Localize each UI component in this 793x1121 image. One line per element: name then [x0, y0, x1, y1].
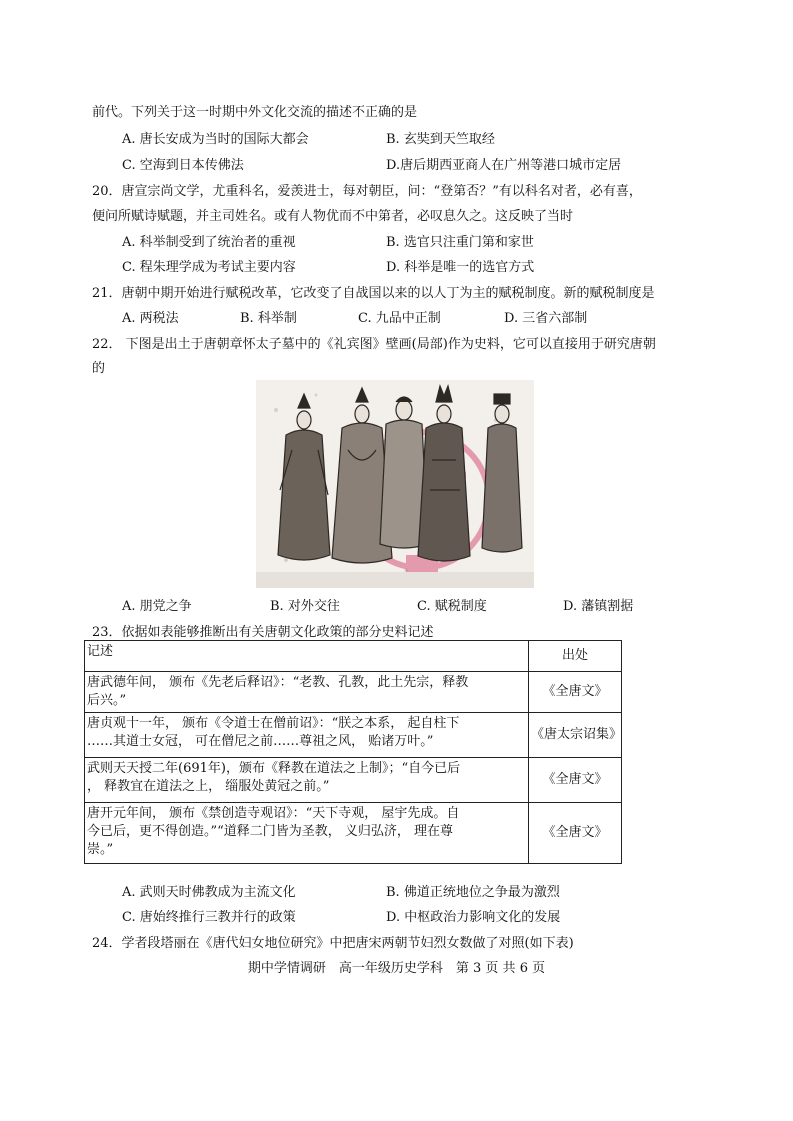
- question-23-stem: 23．依据如表能够推断出有关唐朝文化政策的部分史料记述: [92, 625, 434, 640]
- q21-option-d[interactable]: D. 三省六部制: [504, 311, 588, 326]
- question-24-stem: 24．学者段塔丽在《唐代妇女地位研究》中把唐宋两朝节妇烈女数做了对照(如下表): [92, 936, 574, 951]
- q23-option-a[interactable]: A. 武则天时佛教成为主流文化: [122, 885, 296, 900]
- question-21-stem: 21．唐朝中期开始进行赋税改革，它改变了自战国以来的以人丁为主的赋税制度。新的赋税制度是: [92, 286, 655, 301]
- table-row: [85, 758, 622, 803]
- table-row: [85, 672, 622, 713]
- header-source: 出处: [529, 641, 622, 672]
- source-cell: 《全唐文》: [529, 758, 622, 803]
- mural-illustration: [256, 380, 534, 588]
- q20-option-d[interactable]: D. 科举是唯一的选官方式: [386, 260, 535, 275]
- record-line: 武则天天授二年(691年)，颁布《释教在道法之上制》；“自今已后: [87, 761, 461, 776]
- q21-option-c[interactable]: C. 九品中正制: [358, 311, 441, 326]
- q22-option-b[interactable]: B. 对外交往: [270, 599, 340, 614]
- source-cell: 《全唐文》: [529, 672, 622, 713]
- record-line: 唐贞观十一年， 颁布《令道士在僧前诏》：“朕之本系， 起自柱下: [87, 716, 460, 731]
- record-cell: [85, 713, 529, 758]
- source-cell: 《唐太宗诏集》: [529, 713, 622, 758]
- q20-option-a[interactable]: A. 科举制受到了统治者的重视: [122, 235, 296, 250]
- record-cell: [85, 758, 529, 803]
- q19-option-c[interactable]: C. 空海到日本传佛法: [122, 158, 244, 173]
- table-row: [85, 803, 622, 864]
- source-cell: 《全唐文》: [529, 803, 622, 864]
- q23-option-c[interactable]: C. 唐始终推行三教并行的政策: [122, 910, 296, 925]
- record-cell: [85, 672, 529, 713]
- record-line: ， 释教宜在道法之上， 缁服处黄冠之前。”: [87, 779, 330, 794]
- ceremony-mural-figure: [256, 380, 534, 588]
- q20-option-b[interactable]: B. 选官只注重门第和家世: [386, 235, 534, 250]
- q21-option-a[interactable]: A. 两税法: [122, 311, 179, 326]
- q19-option-b[interactable]: B. 玄奘到天竺取经: [386, 132, 495, 147]
- question-19-stem-tail: 前代。下列关于这一时期中外文化交流的描述不正确的是: [92, 105, 418, 120]
- record-line: 崇。”: [87, 842, 114, 857]
- question-20-stem: 20．唐宣宗尚文学，尤重科名，爱羡进士，每对朝臣，问：“登第否？”有以科名对者，必有喜，: [92, 184, 642, 199]
- q19-option-a[interactable]: A. 唐长安成为当时的国际大都会: [122, 132, 309, 147]
- record-line: 今已后，更不得创造。”“道释二门皆为圣教， 义归弘济， 理在尊: [87, 824, 454, 839]
- q22-option-c[interactable]: C. 赋税制度: [417, 599, 487, 614]
- q23-option-d[interactable]: D. 中枢政治力影响文化的发展: [386, 910, 561, 925]
- source-table: [84, 640, 622, 864]
- question-22-stem: 22． 下图是出土于唐朝章怀太子墓中的《礼宾图》壁画(局部)作为史料，它可以直接用于研究唐朝: [92, 337, 656, 352]
- question-20-stem-line2: 便问所赋诗赋题，并主司姓名。或有人物优而不中第者，必叹息久之。这反映了当时: [92, 209, 574, 224]
- record-line: 后兴。”: [87, 693, 127, 708]
- q22-option-a[interactable]: A. 朋党之争: [122, 599, 192, 614]
- q22-option-d[interactable]: D. 藩镇割据: [563, 599, 634, 614]
- table-header-row: [85, 641, 622, 672]
- question-22-stem-line2: 的: [92, 361, 106, 376]
- q21-option-b[interactable]: B. 科举制: [240, 311, 297, 326]
- q20-option-c[interactable]: C. 程朱理学成为考试主要内容: [122, 260, 296, 275]
- header-record: 记述: [85, 641, 529, 672]
- record-cell: [85, 803, 529, 864]
- page-footer: 期中学情调研 高一年级历史学科 第 3 页 共 6 页: [247, 961, 546, 976]
- q23-option-b[interactable]: B. 佛道正统地位之争最为激烈: [386, 885, 560, 900]
- q19-option-d[interactable]: D.唐后期西亚商人在广州等港口城市定居: [386, 158, 622, 173]
- record-line: ……其道士女冠， 可在僧尼之前……尊祖之风， 贻诸万叶。”: [87, 734, 434, 749]
- table-row: [85, 713, 622, 758]
- record-line: 唐武德年间， 颁布《先老后释诏》：“老教、孔教，此土先宗，释教: [87, 675, 469, 690]
- record-line: 唐开元年间， 颁布《禁创造寺观诏》：“天下寺观， 屋宇先成。自: [87, 806, 460, 821]
